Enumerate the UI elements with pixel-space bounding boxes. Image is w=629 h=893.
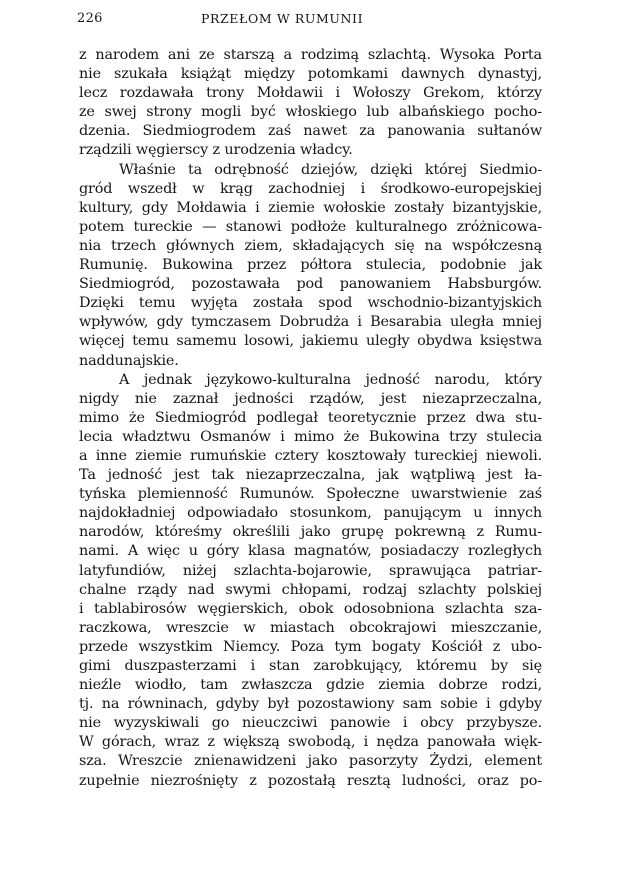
text-line: raczkowa, wreszcie w miastach obcokrajowi mieszczanie,: [79, 619, 542, 636]
text-line: nia trzech głównych ziem, składających się na współczesną: [79, 237, 542, 254]
paragraph-start-line: A jednak językowo-kulturalna jedność narodu, który: [119, 371, 542, 388]
text-line: gimi duszpasterzami i stan zarobkujący, któremu by się: [79, 658, 542, 674]
text-line: nie szukała książąt między potomkami dawnych dynastyj,: [79, 66, 542, 83]
page-number: 226: [77, 11, 103, 26]
text-line: mimo że Siedmiogród podlegał teoretycznie przez dwa stu-: [79, 409, 542, 426]
text-line: gród wszedł w krąg zachodniej i środkowo-europejskiej: [79, 180, 542, 197]
text-line: Dzięki temu wyjęta została spod wschodnio-bizantyjskich: [79, 295, 542, 312]
text-line: najdokładniej odpowiadało stosunkom, panującym u innych: [79, 505, 542, 522]
text-line: Siedmiogród, pozostawała pod panowaniem Habsburgów.: [79, 276, 542, 293]
text-line: potem tureckie — stanowi podłoże kulturalnego zróżnicowa-: [79, 218, 542, 235]
text-line: lecz rozdawała trony Mołdawii i Wołoszy Grekom, którzy: [79, 85, 542, 102]
text-line: nieźle wiodło, tam zwłaszcza gdzie ziemia dobrze rodzi,: [79, 677, 542, 694]
text-line: nigdy nie zaznał jedności rządów, jest niezaprzeczalna,: [79, 390, 542, 407]
text-line: a inne ziemie rumuńskie cztery kosztowały tureckiej niewoli.: [79, 447, 542, 464]
paragraph-end-line: rządzili węgierscy z urodzenia władcy.: [79, 142, 353, 159]
text-line: ze swej strony mogli być włoskiego lub albańskiego pocho-: [79, 104, 542, 121]
paragraph-start-line: Właśnie ta odrębność dziejów, dzięki której Siedmio-: [119, 161, 542, 178]
text-line: latyfundiów, niżej szlachta-bojarowie, sprawująca patriar-: [79, 562, 542, 579]
text-line: lecia władztwu Osmanów i mimo że Bukowina trzy stulecia: [79, 428, 542, 445]
text-line: kultury, gdy Mołdawia i ziemie wołoskie zostały bizantyjskie,: [79, 199, 542, 216]
text-line: przede wszystkim Niemcy. Poza tym bogaty Kościół z ubo-: [79, 638, 542, 655]
text-line: Ta jedność jest tak niezaprzeczalna, jak wątpliwą jest ła-: [79, 467, 542, 484]
text-line: W górach, wraz z większą swobodą, i nędza panowała więk-: [79, 734, 542, 751]
text-line: więcej temu samemu losowi, jakiemu uległy obydwa księstwa: [79, 333, 542, 350]
text-line: zupełnie niezrośnięty z pozostałą resztą ludności, oraz po-: [79, 772, 542, 789]
text-line: dzenia. Siedmiogrodem zaś nawet za panowania sułtanów: [79, 123, 542, 140]
running-title: PRZEŁOM W RUMUNII: [201, 11, 364, 26]
text-line: i tablabirosów węgierskich, obok odosobniona szlachta sza-: [79, 600, 542, 617]
text-line: wpływów, gdy tymczasem Dobrudża i Besarabia uległa mniej: [79, 314, 542, 331]
text-line: nami. A więc u góry klasa magnatów, posiadaczy rozległych: [79, 543, 542, 560]
text-line: narodów, któreśmy określili jako grupę pokrewną z Rumu-: [79, 524, 542, 541]
text-line: Rumunię. Bukowina przez półtora stulecia, podobnie jak: [79, 257, 542, 274]
page-header: [77, 11, 551, 33]
body-text: [79, 46, 542, 791]
text-line: z narodem ani ze starszą a rodzimą szlachtą. Wysoka Porta: [79, 47, 542, 63]
text-line: tj. na równinach, gdyby był pozostawiony sam sobie i gdyby: [79, 696, 542, 713]
paragraph-end-line: naddunajskie.: [79, 352, 179, 369]
text-line: sza. Wreszcie znienawidzeni jako pasorzyty Żydzi, element: [79, 753, 542, 770]
text-line: tyńska plemienność Rumunów. Społeczne uwarstwienie zaś: [79, 486, 542, 503]
text-line: chalne rządy nad swymi chłopami, rodzaj szlachty polskiej: [79, 581, 542, 598]
text-line: nie wyzyskiwali go nieuczciwi panowie i obcy przybysze.: [79, 715, 542, 732]
